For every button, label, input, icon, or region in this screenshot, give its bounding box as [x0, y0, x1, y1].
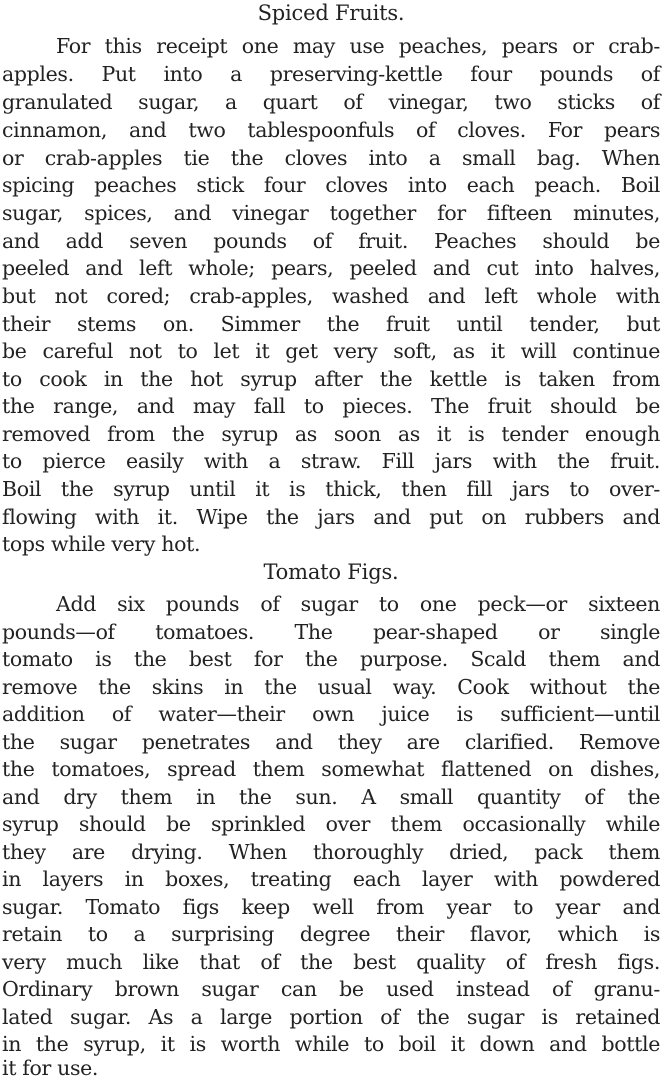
- text-line: tops while very hot.: [2, 532, 201, 556]
- text-line: pounds—of tomatoes. The pear-shaped or single: [2, 620, 660, 644]
- text-line: spicing peaches stick four cloves into each peach. Boil: [2, 173, 660, 197]
- text-line: and add seven pounds of fruit. Peaches should be: [2, 229, 660, 253]
- text-line: but not cored; crab-apples, washed and left whole with: [2, 284, 660, 308]
- text-line: be careful not to let it get very soft, as it will continue: [2, 339, 660, 363]
- section-title-spiced-fruits: Spiced Fruits.: [257, 1, 405, 25]
- text-line: For this receipt one may use peaches, pears or crab-: [56, 34, 660, 58]
- text-line: or crab-apples tie the cloves into a small bag. When: [2, 146, 660, 170]
- text-line: granulated sugar, a quart of vinegar, two sticks of: [2, 90, 660, 114]
- text-line: retain to a surprising degree their flavor, which is: [2, 922, 660, 946]
- text-line: their stems on. Simmer the fruit until tender, but: [2, 312, 660, 336]
- text-line: and dry them in the sun. A small quantity of the: [2, 785, 660, 809]
- text-line: the tomatoes, spread them somewhat flattened on dishes,: [2, 757, 660, 781]
- text-line: peeled and left whole; pears, peeled and cut into halves,: [2, 256, 660, 280]
- text-line: in layers in boxes, treating each layer with powdered: [2, 867, 660, 891]
- text-line: lated sugar. As a large portion of the sugar is retained: [2, 1005, 660, 1029]
- text-line: addition of water—their own juice is sufficient—until: [2, 702, 660, 726]
- text-line: cinnamon, and two tablespoonfuls of cloves. For pears: [2, 118, 660, 142]
- text-line: sugar, spices, and vinegar together for fifteen minutes,: [2, 201, 660, 225]
- text-line: tomato is the best for the purpose. Scald them and: [2, 647, 660, 671]
- text-line: they are drying. When thoroughly dried, pack them: [2, 840, 660, 864]
- text-line: remove the skins in the usual way. Cook without the: [2, 675, 660, 699]
- text-line: syrup should be sprinkled over them occasionally while: [2, 812, 660, 836]
- text-line: Add six pounds of sugar to one peck—or sixteen: [56, 592, 660, 616]
- section-title-tomato-figs: Tomato Figs.: [263, 560, 399, 584]
- text-line: in the syrup, it is worth while to boil it down and bottle: [2, 1032, 660, 1056]
- text-line: Ordinary brown sugar can be used instead of granu-: [2, 977, 660, 1001]
- document-page: [2, 0, 660, 1080]
- text-line: removed from the syrup as soon as it is tender enough: [2, 422, 660, 446]
- text-line: the range, and may fall to pieces. The fruit should be: [2, 394, 660, 418]
- text-line: the sugar penetrates and they are clarified. Remove: [2, 730, 660, 754]
- text-line: to cook in the hot syrup after the kettle is taken from: [2, 367, 660, 391]
- text-line: sugar. Tomato figs keep well from year to year and: [2, 895, 660, 919]
- text-line: very much like that of the best quality of fresh figs.: [2, 950, 660, 974]
- text-line: Boil the syrup until it is thick, then fill jars to over-: [2, 477, 660, 501]
- text-line: flowing with it. Wipe the jars and put on rubbers and: [2, 505, 660, 529]
- text-line: it for use.: [2, 1056, 99, 1080]
- text-line: to pierce easily with a straw. Fill jars with the fruit.: [2, 449, 660, 473]
- text-line: apples. Put into a preserving-kettle four pounds of: [2, 62, 660, 86]
